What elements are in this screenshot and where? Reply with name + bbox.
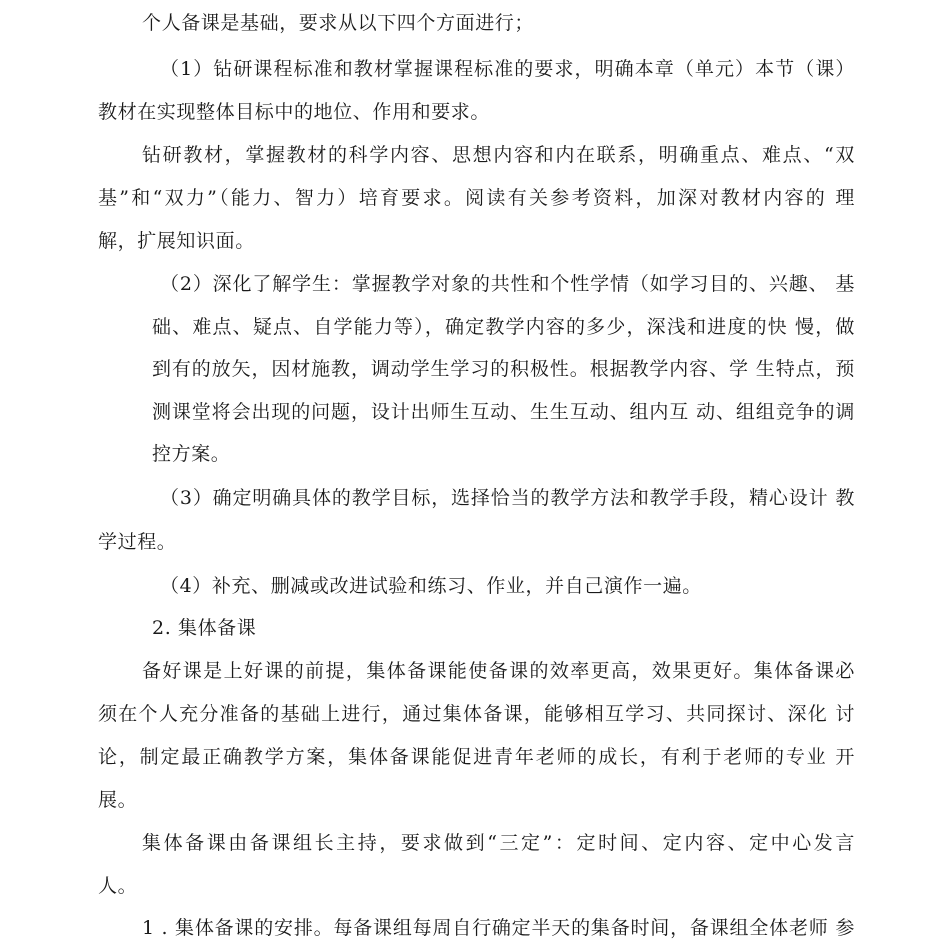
paragraph-line: 备好课是上好课的前提，集体备课能使备课的效率更高，效果更好。集体备课必 [142,660,855,682]
paragraph-line: 教材在实现整体目标中的地位、作用和要求。 [98,101,491,123]
paragraph-line: 解，扩展知识面。 [98,230,255,252]
paragraph-line: 测课堂将会出现的问题，设计出师生互动、生生互动、组内互 动、组组竞争的调 [152,401,855,423]
section-heading: 2. 集体备课 [152,617,257,639]
paragraph-line: 础、难点、疑点、自学能力等），确定教学内容的多少，深浅和进度的快 慢，做 [152,316,855,338]
paragraph-line: 1 . 集体备课的安排。每备课组每周自行确定半天的集备时间，备课组全体老师 参 [142,917,855,939]
paragraph-line: 学过程。 [98,531,177,553]
paragraph-line: 控方案。 [152,443,231,465]
paragraph-line: 集体备课由备课组长主持，要求做到“三定”：定时间、定内容、定中心发言 [142,832,855,854]
paragraph-line: 人。 [98,875,138,897]
paragraph-line: （4）补充、删减或改进试验和练习、作业，并自己演作一遍。 [160,575,702,597]
paragraph-line: （3）确定明确具体的教学目标，选择恰当的教学方法和教学手段，精心设计 教 [160,487,855,509]
paragraph-line: 须在个人充分准备的基础上进行，通过集体备课，能够相互学习、共同探讨、深化 讨 [98,703,855,725]
paragraph-line: 到有的放矢，因材施教，调动学生学习的积极性。根据教学内容、学 生特点，预 [152,358,855,380]
paragraph-line: 展。 [98,789,138,811]
paragraph-line: （2）深化了解学生：掌握教学对象的共性和个性学情（如学习目的、兴趣、 基 [160,273,855,295]
paragraph-line: 个人备课是基础，要求从以下四个方面进行； [142,12,535,34]
paragraph-line: （1）钻研课程标准和教材掌握课程标准的要求，明确本章（单元）本节（课） [160,58,855,80]
paragraph-line: 基”和“双力”（能力、智力）培育要求。阅读有关参考资料，加深对教材内容的 理 [98,187,855,209]
paragraph-line: 钻研教材，掌握教材的科学内容、思想内容和内在联系，明确重点、难点、“双 [142,144,855,166]
paragraph-line: 论，制定最正确教学方案，集体备课能促进青年老师的成长，有利于老师的专业 开 [98,746,855,768]
